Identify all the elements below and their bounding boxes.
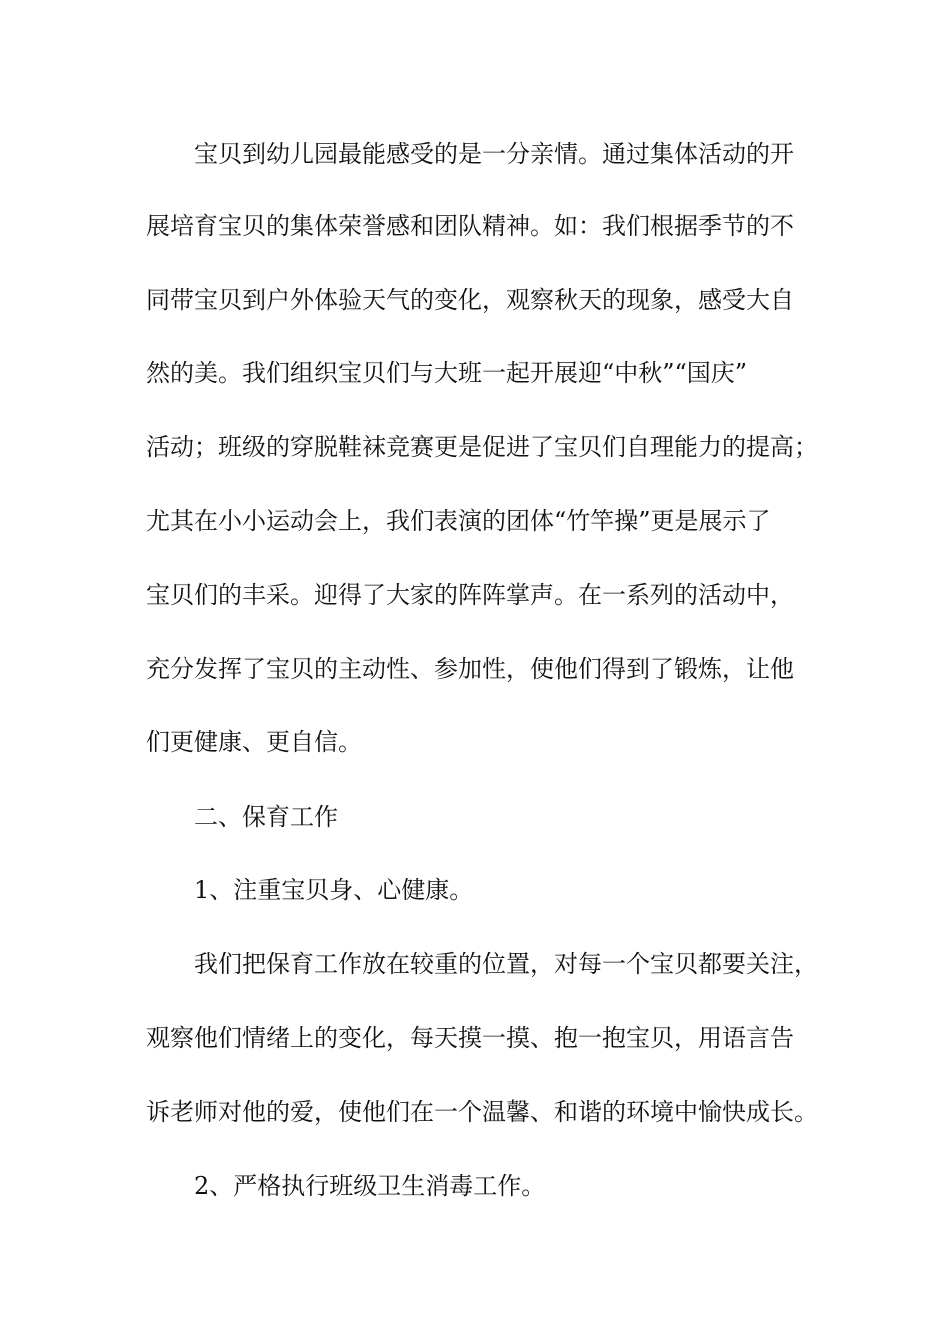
paragraph-line: 充分发挥了宝贝的主动性、参加性，使他们得到了锻炼，让他 <box>146 655 794 683</box>
paragraph-line: 尤其在小小运动会上，我们表演的团体“竹竿操”更是展示了 <box>146 507 771 535</box>
paragraph-line: 活动；班级的穿脱鞋袜竞赛更是促进了宝贝们自理能力的提高； <box>146 433 818 461</box>
paragraph-line: 观察他们情绪上的变化，每天摸一摸、抱一抱宝贝，用语言告 <box>146 1024 794 1052</box>
paragraph-line: 我们把保育工作放在较重的位置，对每一个宝贝都要关注， <box>194 950 818 978</box>
paragraph-line: 宝贝到幼儿园最能感受的是一分亲情。通过集体活动的开 <box>194 140 794 168</box>
paragraph-line: 宝贝们的丰采。迎得了大家的阵阵掌声。在一系列的活动中， <box>146 581 794 609</box>
subsection-heading: 1、注重宝贝身、心健康。 <box>194 876 474 904</box>
paragraph-line: 同带宝贝到户外体验天气的变化，观察秋天的现象，感受大自 <box>146 286 794 314</box>
subsection-heading: 2、严格执行班级卫生消毒工作。 <box>194 1172 546 1200</box>
paragraph-line: 诉老师对他的爱，使他们在一个温馨、和谐的环境中愉快成长。 <box>146 1098 818 1126</box>
paragraph-line: 们更健康、更自信。 <box>146 728 362 756</box>
section-heading: 二、保育工作 <box>194 803 338 831</box>
paragraph-line: 展培育宝贝的集体荣誉感和团队精神。如：我们根据季节的不 <box>146 212 794 240</box>
paragraph-line: 然的美。我们组织宝贝们与大班一起开展迎“中秋”“国庆” <box>146 359 748 387</box>
